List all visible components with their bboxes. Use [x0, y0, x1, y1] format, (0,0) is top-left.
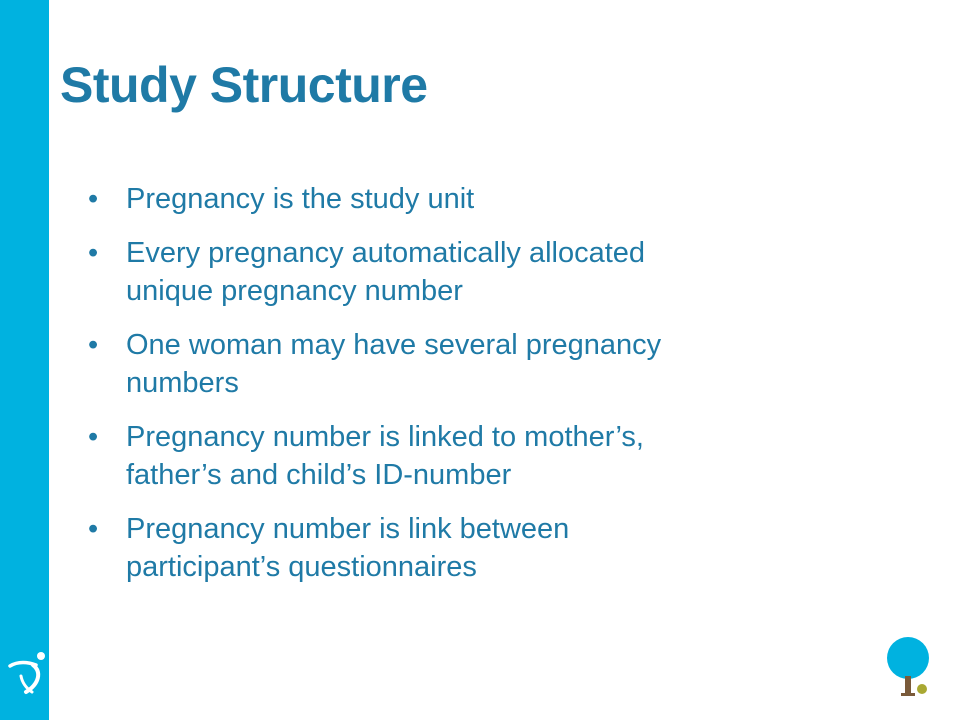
bullet-text-line: Every pregnancy automatically allocated — [126, 237, 646, 269]
left-accent-bar — [0, 0, 49, 720]
bullet-list — [88, 180, 848, 602]
bullet-marker: • — [88, 421, 99, 453]
bullet-marker: • — [88, 183, 99, 215]
bullet-text-line: numbers — [126, 367, 239, 399]
bullet-text-line: unique pregnancy number — [126, 275, 463, 307]
bullet-marker: • — [88, 237, 99, 269]
bullet-text-line: Pregnancy number is linked to mother’s, — [126, 421, 644, 453]
bullet-text-line: Pregnancy is the study unit — [126, 183, 475, 215]
tree-canopy — [887, 637, 929, 679]
bullet-marker: • — [88, 329, 99, 361]
bullet-text-line: Pregnancy number is link between — [126, 513, 570, 545]
bullet-item — [88, 418, 848, 494]
bullet-item — [88, 234, 848, 310]
slide-title: Study Structure — [60, 57, 428, 113]
tree-trunk — [905, 676, 911, 695]
bullet-item — [88, 180, 848, 218]
person-figure-icon — [6, 650, 48, 696]
bullet-item — [88, 510, 848, 586]
tree-icon — [884, 636, 936, 700]
bullet-item — [88, 326, 848, 402]
tree-fruit — [917, 684, 927, 694]
tree-base — [901, 693, 915, 696]
bullet-text-line: father’s and child’s ID-number — [126, 459, 512, 491]
person-head — [37, 652, 45, 660]
bullet-text-line: participant’s questionnaires — [126, 551, 477, 583]
bullet-marker: • — [88, 513, 99, 545]
bullet-text-line: One woman may have several pregnancy — [126, 329, 662, 361]
